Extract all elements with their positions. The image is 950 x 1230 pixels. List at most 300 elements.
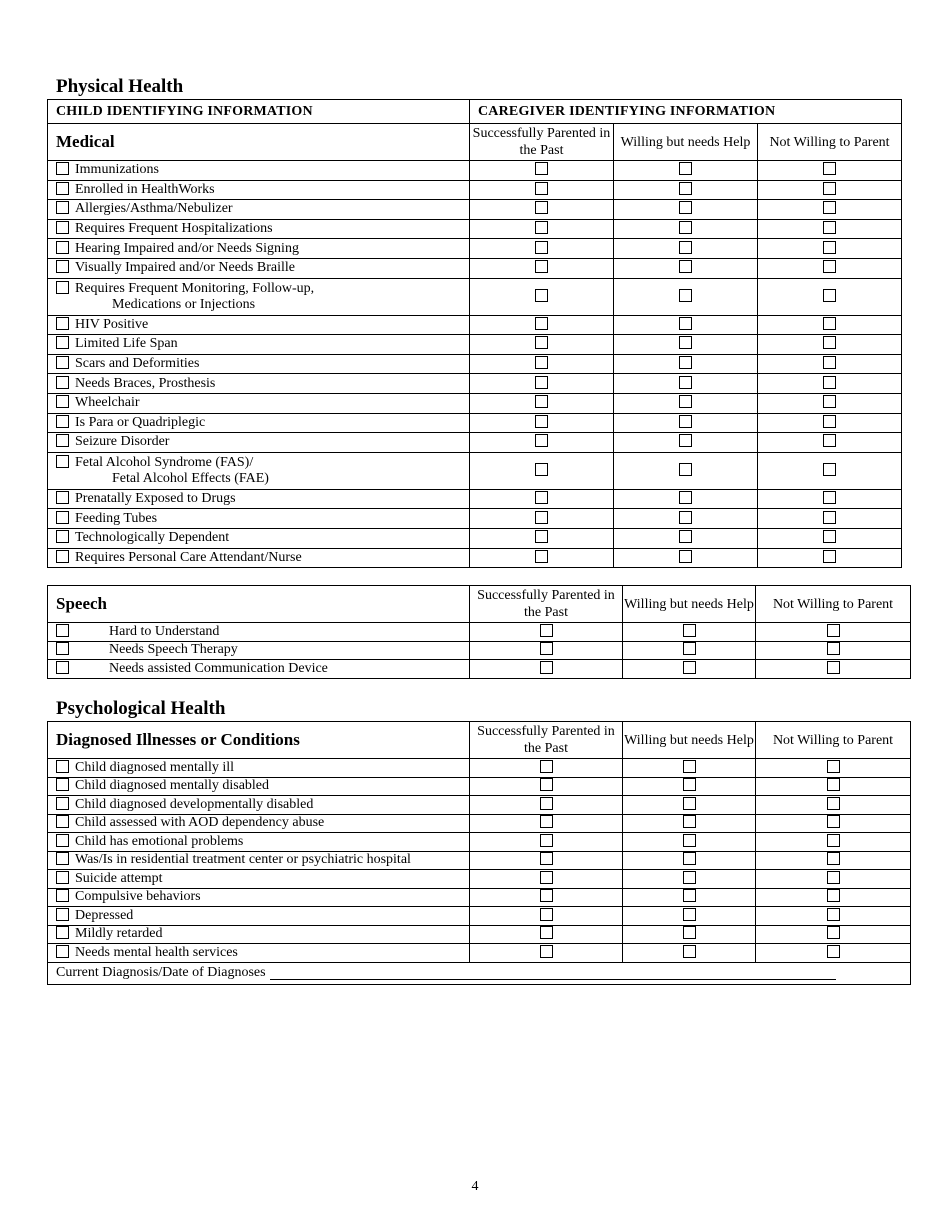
rating-cell xyxy=(470,258,614,278)
item-label: Seizure Disorder xyxy=(75,434,170,450)
child-item-checkbox[interactable] xyxy=(56,889,69,902)
not-willing-checkbox[interactable] xyxy=(823,550,836,563)
not-willing-checkbox[interactable] xyxy=(823,182,836,195)
item-label-cell xyxy=(48,393,470,413)
psychological-health-title: Psychological Health xyxy=(56,698,226,719)
not-willing-checkbox[interactable] xyxy=(823,511,836,524)
successfully-parented-checkbox[interactable] xyxy=(540,871,553,884)
checklist-row xyxy=(48,660,911,679)
checklist-row xyxy=(48,870,911,889)
rating-cell xyxy=(623,833,756,852)
checklist-row xyxy=(48,528,902,548)
item-label: Requires Frequent Hospitalizations xyxy=(75,221,273,237)
not-willing-checkbox[interactable] xyxy=(827,889,840,902)
col-successfully-parented: Successfully Parented in the Past xyxy=(470,124,614,161)
rating-cell xyxy=(623,623,756,642)
successfully-parented-checkbox[interactable] xyxy=(535,491,548,504)
item-label: Limited Life Span xyxy=(75,336,178,352)
rating-cell xyxy=(470,219,614,239)
successfully-parented-checkbox[interactable] xyxy=(535,201,548,214)
not-willing-checkbox[interactable] xyxy=(827,815,840,828)
diagnosis-row xyxy=(48,962,911,984)
child-item-checkbox[interactable] xyxy=(56,760,69,773)
child-item-checkbox[interactable] xyxy=(56,624,69,637)
not-willing-checkbox[interactable] xyxy=(827,908,840,921)
checklist-row xyxy=(48,200,902,220)
rating-cell xyxy=(623,814,756,833)
item-label: Prenatally Exposed to Drugs xyxy=(75,491,236,507)
item-label: Hard to Understand xyxy=(109,623,220,639)
willing-needs-help-checkbox[interactable] xyxy=(679,221,692,234)
checklist-row xyxy=(48,548,902,568)
child-item-checkbox[interactable] xyxy=(56,797,69,810)
identifying-header-row xyxy=(48,100,902,124)
willing-needs-help-checkbox[interactable] xyxy=(679,376,692,389)
item-label: Suicide attempt xyxy=(75,870,163,886)
checklist-row xyxy=(48,219,902,239)
rating-cell xyxy=(623,777,756,796)
willing-needs-help-checkbox[interactable] xyxy=(683,760,696,773)
checklist-row xyxy=(48,335,902,355)
rating-cell xyxy=(756,623,911,642)
item-label: Fetal Alcohol Syndrome (FAS)/ xyxy=(75,454,254,470)
child-item-checkbox[interactable] xyxy=(56,317,69,330)
checklist-row xyxy=(48,509,902,529)
not-willing-checkbox[interactable] xyxy=(827,642,840,655)
current-diagnosis-label: Current Diagnosis/Date of Diagnoses xyxy=(56,965,266,980)
item-label: HIV Positive xyxy=(75,316,149,332)
successfully-parented-checkbox[interactable] xyxy=(540,834,553,847)
item-label-cell xyxy=(48,219,470,239)
item-label: Requires Personal Care Attendant/Nurse xyxy=(75,549,302,565)
successfully-parented-checkbox[interactable] xyxy=(535,395,548,408)
item-label-cell xyxy=(48,433,470,453)
willing-needs-help-checkbox[interactable] xyxy=(683,661,696,674)
willing-needs-help-checkbox[interactable] xyxy=(683,642,696,655)
rating-cell xyxy=(623,944,756,963)
item-label: Wheelchair xyxy=(75,395,140,411)
successfully-parented-checkbox[interactable] xyxy=(535,376,548,389)
rating-cell xyxy=(470,777,623,796)
item-label-continued: Fetal Alcohol Effects (FAE) xyxy=(112,470,269,486)
child-item-checkbox[interactable] xyxy=(56,642,69,655)
rating-cell xyxy=(614,489,758,509)
willing-needs-help-checkbox[interactable] xyxy=(683,624,696,637)
child-item-checkbox[interactable] xyxy=(56,778,69,791)
not-willing-checkbox[interactable] xyxy=(823,241,836,254)
rating-cell xyxy=(470,796,623,815)
child-item-checkbox[interactable] xyxy=(56,550,69,563)
child-item-checkbox[interactable] xyxy=(56,241,69,254)
child-item-checkbox[interactable] xyxy=(56,221,69,234)
item-label: Needs mental health services xyxy=(75,944,238,960)
not-willing-checkbox[interactable] xyxy=(823,491,836,504)
child-item-checkbox[interactable] xyxy=(56,815,69,828)
checklist-row xyxy=(48,851,911,870)
successfully-parented-checkbox[interactable] xyxy=(540,889,553,902)
child-item-checkbox[interactable] xyxy=(56,908,69,921)
successfully-parented-checkbox[interactable] xyxy=(535,336,548,349)
rating-cell xyxy=(470,641,623,660)
item-label-cell xyxy=(48,161,470,181)
child-item-checkbox[interactable] xyxy=(56,834,69,847)
successfully-parented-checkbox[interactable] xyxy=(535,356,548,369)
item-label-cell xyxy=(48,851,470,870)
rating-cell xyxy=(758,161,902,181)
item-label: Needs Braces, Prosthesis xyxy=(75,375,216,391)
willing-needs-help-checkbox[interactable] xyxy=(679,201,692,214)
item-label: Feeding Tubes xyxy=(75,510,158,526)
successfully-parented-checkbox[interactable] xyxy=(540,624,553,637)
willing-needs-help-checkbox[interactable] xyxy=(683,834,696,847)
speech-section-label: Speech xyxy=(48,586,470,623)
physical-health-title: Physical Health xyxy=(56,76,184,97)
willing-needs-help-checkbox[interactable] xyxy=(679,336,692,349)
successfully-parented-checkbox[interactable] xyxy=(540,852,553,865)
rating-cell xyxy=(758,489,902,509)
not-willing-checkbox[interactable] xyxy=(823,415,836,428)
willing-needs-help-checkbox[interactable] xyxy=(683,815,696,828)
rating-cell xyxy=(470,944,623,963)
item-label-cell xyxy=(48,335,470,355)
checklist-row xyxy=(48,258,902,278)
item-label-cell xyxy=(48,509,470,529)
rating-cell xyxy=(758,315,902,335)
rating-cell xyxy=(470,374,614,394)
item-label-cell xyxy=(48,528,470,548)
rating-cell xyxy=(470,413,614,433)
rating-cell xyxy=(470,925,623,944)
successfully-parented-checkbox[interactable] xyxy=(535,415,548,428)
item-label-cell xyxy=(48,660,470,679)
not-willing-checkbox[interactable] xyxy=(827,760,840,773)
rating-cell xyxy=(623,759,756,778)
child-item-checkbox[interactable] xyxy=(56,945,69,958)
item-label-cell xyxy=(48,239,470,259)
willing-needs-help-checkbox[interactable] xyxy=(679,241,692,254)
successfully-parented-checkbox[interactable] xyxy=(540,778,553,791)
checklist-row xyxy=(48,161,902,181)
checklist-row xyxy=(48,925,911,944)
willing-needs-help-checkbox[interactable] xyxy=(683,852,696,865)
child-item-checkbox[interactable] xyxy=(56,530,69,543)
checklist-row xyxy=(48,759,911,778)
checklist-row xyxy=(48,777,911,796)
willing-needs-help-checkbox[interactable] xyxy=(679,550,692,563)
successfully-parented-checkbox[interactable] xyxy=(535,434,548,447)
rating-cell xyxy=(758,393,902,413)
item-label-cell xyxy=(48,944,470,963)
rating-cell xyxy=(470,851,623,870)
item-label-cell xyxy=(48,180,470,200)
rating-cell xyxy=(614,258,758,278)
rating-cell xyxy=(758,374,902,394)
willing-needs-help-checkbox[interactable] xyxy=(683,945,696,958)
checklist-row xyxy=(48,433,902,453)
successfully-parented-checkbox[interactable] xyxy=(535,511,548,524)
medical-section-label: Medical xyxy=(48,124,470,161)
rating-cell xyxy=(614,413,758,433)
item-label-cell xyxy=(48,796,470,815)
child-item-checkbox[interactable] xyxy=(56,182,69,195)
willing-needs-help-checkbox[interactable] xyxy=(679,491,692,504)
checklist-row xyxy=(48,452,902,489)
rating-cell xyxy=(614,374,758,394)
willing-needs-help-checkbox[interactable] xyxy=(679,395,692,408)
successfully-parented-checkbox[interactable] xyxy=(535,221,548,234)
rating-cell xyxy=(470,354,614,374)
successfully-parented-checkbox[interactable] xyxy=(535,182,548,195)
rating-cell xyxy=(758,452,902,489)
item-label-cell xyxy=(48,925,470,944)
checklist-row xyxy=(48,833,911,852)
not-willing-checkbox[interactable] xyxy=(823,376,836,389)
not-willing-checkbox[interactable] xyxy=(827,834,840,847)
not-willing-checkbox[interactable] xyxy=(823,356,836,369)
willing-needs-help-checkbox[interactable] xyxy=(679,434,692,447)
successfully-parented-checkbox[interactable] xyxy=(535,317,548,330)
rating-cell xyxy=(614,452,758,489)
successfully-parented-checkbox[interactable] xyxy=(540,642,553,655)
item-label: Requires Frequent Monitoring, Follow-up, xyxy=(75,280,315,296)
rating-cell xyxy=(756,925,911,944)
willing-needs-help-checkbox[interactable] xyxy=(683,778,696,791)
item-label: Enrolled in HealthWorks xyxy=(75,181,215,197)
not-willing-checkbox[interactable] xyxy=(823,434,836,447)
col-willing-needs-help: Willing but needs Help xyxy=(614,124,758,161)
child-item-checkbox[interactable] xyxy=(56,926,69,939)
willing-needs-help-checkbox[interactable] xyxy=(679,356,692,369)
successfully-parented-checkbox[interactable] xyxy=(535,530,548,543)
willing-needs-help-checkbox[interactable] xyxy=(679,182,692,195)
willing-needs-help-checkbox[interactable] xyxy=(683,889,696,902)
child-item-checkbox[interactable] xyxy=(56,455,69,468)
successfully-parented-checkbox[interactable] xyxy=(535,289,548,302)
checklist-row xyxy=(48,814,911,833)
item-label: Needs Speech Therapy xyxy=(109,642,238,658)
rating-cell xyxy=(470,548,614,568)
child-item-checkbox[interactable] xyxy=(56,852,69,865)
not-willing-checkbox[interactable] xyxy=(823,162,836,175)
item-label: Was/Is in residential treatment center or psychiatric hospital xyxy=(75,852,411,868)
caregiver-identifying-header: CAREGIVER IDENTIFYING INFORMATION xyxy=(470,100,902,124)
not-willing-checkbox[interactable] xyxy=(827,871,840,884)
not-willing-checkbox[interactable] xyxy=(827,661,840,674)
not-willing-checkbox[interactable] xyxy=(827,926,840,939)
col-successfully-parented: Successfully Parented in the Past xyxy=(470,722,623,759)
successfully-parented-checkbox[interactable] xyxy=(540,760,553,773)
rating-cell xyxy=(623,925,756,944)
checklist-row xyxy=(48,180,902,200)
rating-cell xyxy=(470,759,623,778)
successfully-parented-checkbox[interactable] xyxy=(535,241,548,254)
checklist-row xyxy=(48,623,911,642)
rating-cell xyxy=(756,888,911,907)
not-willing-checkbox[interactable] xyxy=(823,201,836,214)
item-label-cell xyxy=(48,374,470,394)
rating-cell xyxy=(756,641,911,660)
rating-cell xyxy=(470,433,614,453)
rating-cell xyxy=(614,315,758,335)
rating-cell xyxy=(470,278,614,315)
willing-needs-help-checkbox[interactable] xyxy=(683,797,696,810)
rating-cell xyxy=(758,433,902,453)
willing-needs-help-checkbox[interactable] xyxy=(679,463,692,476)
child-item-checkbox[interactable] xyxy=(56,511,69,524)
not-willing-checkbox[interactable] xyxy=(827,624,840,637)
checklist-row xyxy=(48,907,911,926)
rating-cell xyxy=(623,888,756,907)
rating-cell xyxy=(470,888,623,907)
rating-cell xyxy=(614,393,758,413)
not-willing-checkbox[interactable] xyxy=(823,289,836,302)
not-willing-checkbox[interactable] xyxy=(823,395,836,408)
diagnosed-section-label: Diagnosed Illnesses or Conditions xyxy=(48,722,470,759)
diagnosis-cell xyxy=(48,962,911,984)
rating-cell xyxy=(623,851,756,870)
successfully-parented-checkbox[interactable] xyxy=(540,908,553,921)
not-willing-checkbox[interactable] xyxy=(823,530,836,543)
child-item-checkbox[interactable] xyxy=(56,434,69,447)
successfully-parented-checkbox[interactable] xyxy=(540,926,553,939)
item-label: Allergies/Asthma/Nebulizer xyxy=(75,201,233,217)
rating-cell xyxy=(614,219,758,239)
item-label-cell xyxy=(48,623,470,642)
page-number: 4 xyxy=(471,1179,479,1194)
successfully-parented-checkbox[interactable] xyxy=(535,260,548,273)
successfully-parented-checkbox[interactable] xyxy=(540,945,553,958)
rating-cell xyxy=(470,814,623,833)
not-willing-checkbox[interactable] xyxy=(827,852,840,865)
not-willing-checkbox[interactable] xyxy=(827,797,840,810)
successfully-parented-checkbox[interactable] xyxy=(535,162,548,175)
successfully-parented-checkbox[interactable] xyxy=(535,550,548,563)
not-willing-checkbox[interactable] xyxy=(823,463,836,476)
rating-cell xyxy=(623,660,756,679)
willing-needs-help-checkbox[interactable] xyxy=(679,289,692,302)
rating-cell xyxy=(470,833,623,852)
medical-column-header-row xyxy=(48,124,902,161)
checklist-row xyxy=(48,641,911,660)
rating-cell xyxy=(470,200,614,220)
rating-cell xyxy=(470,870,623,889)
child-item-checkbox[interactable] xyxy=(56,415,69,428)
not-willing-checkbox[interactable] xyxy=(823,336,836,349)
item-label: Child diagnosed mentally disabled xyxy=(75,778,270,794)
child-item-checkbox[interactable] xyxy=(56,260,69,273)
willing-needs-help-checkbox[interactable] xyxy=(683,908,696,921)
rating-cell xyxy=(614,180,758,200)
item-label-cell xyxy=(48,548,470,568)
item-label-cell xyxy=(48,489,470,509)
willing-needs-help-checkbox[interactable] xyxy=(679,415,692,428)
willing-needs-help-checkbox[interactable] xyxy=(683,871,696,884)
checklist-row xyxy=(48,315,902,335)
item-label-cell xyxy=(48,413,470,433)
item-label-cell xyxy=(48,759,470,778)
rating-cell xyxy=(623,641,756,660)
child-identifying-header: CHILD IDENTIFYING INFORMATION xyxy=(48,100,470,124)
rating-cell xyxy=(470,660,623,679)
not-willing-checkbox[interactable] xyxy=(827,778,840,791)
successfully-parented-checkbox[interactable] xyxy=(540,797,553,810)
successfully-parented-checkbox[interactable] xyxy=(535,463,548,476)
willing-needs-help-checkbox[interactable] xyxy=(683,926,696,939)
item-label: Scars and Deformities xyxy=(75,356,200,372)
rating-cell xyxy=(470,528,614,548)
child-item-checkbox[interactable] xyxy=(56,491,69,504)
child-item-checkbox[interactable] xyxy=(56,201,69,214)
successfully-parented-checkbox[interactable] xyxy=(540,815,553,828)
item-label: Child diagnosed developmentally disabled xyxy=(75,796,314,812)
rating-cell xyxy=(758,180,902,200)
child-item-checkbox[interactable] xyxy=(56,281,69,294)
item-label: Depressed xyxy=(75,907,134,923)
child-item-checkbox[interactable] xyxy=(56,661,69,674)
item-label: Needs assisted Communication Device xyxy=(109,660,328,676)
child-item-checkbox[interactable] xyxy=(56,336,69,349)
rating-cell xyxy=(614,433,758,453)
checklist-row xyxy=(48,489,902,509)
rating-cell xyxy=(623,796,756,815)
rating-cell xyxy=(470,335,614,355)
willing-needs-help-checkbox[interactable] xyxy=(679,162,692,175)
child-item-checkbox[interactable] xyxy=(56,395,69,408)
rating-cell xyxy=(470,623,623,642)
col-not-willing: Not Willing to Parent xyxy=(756,586,911,623)
item-label: Mildly retarded xyxy=(75,926,163,942)
checklist-row xyxy=(48,944,911,963)
rating-cell xyxy=(758,219,902,239)
item-label-cell xyxy=(48,777,470,796)
child-item-checkbox[interactable] xyxy=(56,162,69,175)
willing-needs-help-checkbox[interactable] xyxy=(679,260,692,273)
child-item-checkbox[interactable] xyxy=(56,376,69,389)
rating-cell xyxy=(470,509,614,529)
child-item-checkbox[interactable] xyxy=(56,356,69,369)
child-item-checkbox[interactable] xyxy=(56,871,69,884)
checklist-row xyxy=(48,393,902,413)
not-willing-checkbox[interactable] xyxy=(823,260,836,273)
rating-cell xyxy=(758,413,902,433)
rating-cell xyxy=(756,777,911,796)
rating-cell xyxy=(756,851,911,870)
item-label-cell xyxy=(48,315,470,335)
checklist-row xyxy=(48,888,911,907)
current-diagnosis-input-line[interactable] xyxy=(270,965,836,980)
willing-needs-help-checkbox[interactable] xyxy=(679,530,692,543)
not-willing-checkbox[interactable] xyxy=(823,221,836,234)
rating-cell xyxy=(758,278,902,315)
willing-needs-help-checkbox[interactable] xyxy=(679,317,692,330)
item-label-cell xyxy=(48,258,470,278)
rating-cell xyxy=(756,759,911,778)
rating-cell xyxy=(614,335,758,355)
checklist-row xyxy=(48,796,911,815)
not-willing-checkbox[interactable] xyxy=(827,945,840,958)
rating-cell xyxy=(614,509,758,529)
rating-cell xyxy=(614,528,758,548)
rating-cell xyxy=(756,660,911,679)
successfully-parented-checkbox[interactable] xyxy=(540,661,553,674)
item-label-cell xyxy=(48,200,470,220)
rating-cell xyxy=(758,258,902,278)
not-willing-checkbox[interactable] xyxy=(823,317,836,330)
item-label-cell xyxy=(48,278,470,315)
willing-needs-help-checkbox[interactable] xyxy=(679,511,692,524)
rating-cell xyxy=(470,315,614,335)
rating-cell xyxy=(614,239,758,259)
